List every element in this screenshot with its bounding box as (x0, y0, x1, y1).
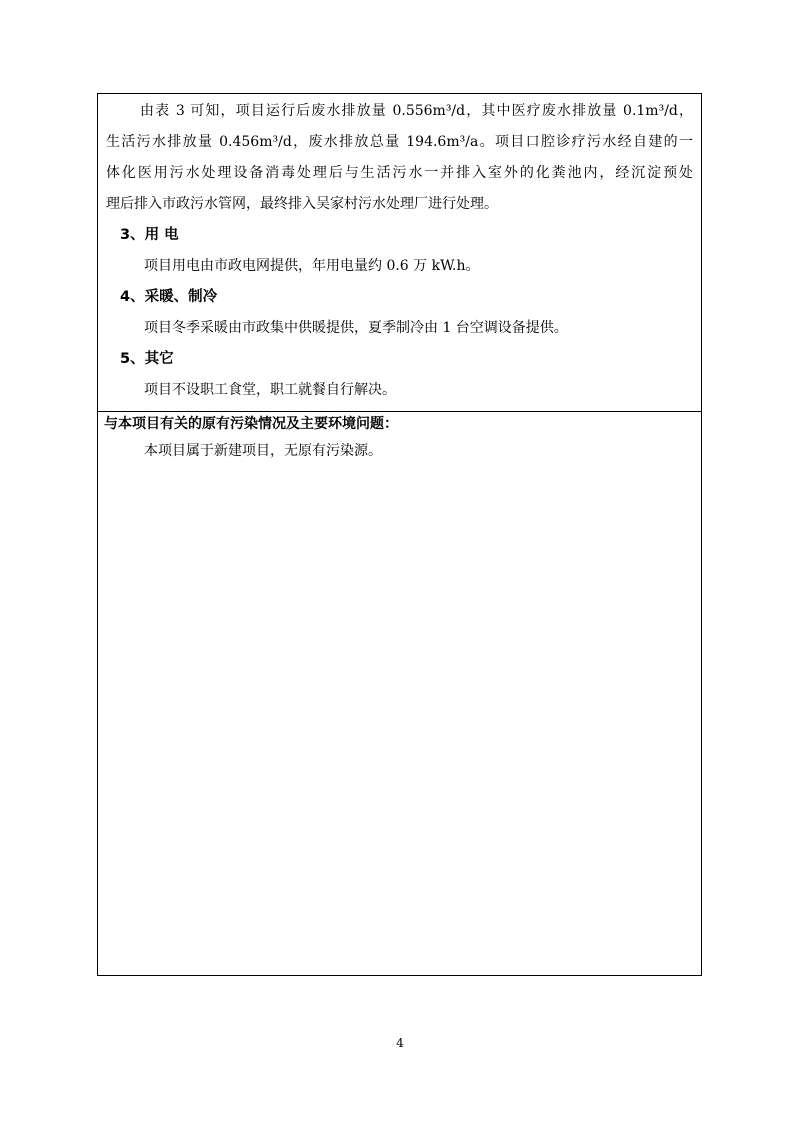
project-description-section (98, 94, 701, 411)
page-number: 4 (396, 1036, 404, 1050)
heating-cooling-paragraph: 项目冬季采暖由市政集中供暖提供，夏季制冷由 1 台空调设备提供。 (144, 320, 568, 336)
existing-pollution-section (98, 412, 701, 975)
other-heading: 5、其它 (120, 351, 174, 367)
wastewater-paragraph-line-3: 体化医用污水处理设备消毒处理后与生活污水一并排入室外的化粪池内，经沉淀预处 (106, 165, 693, 181)
wastewater-paragraph-line-4: 理后排入市政污水管网，最终排入吴家村污水处理厂进行处理。 (106, 196, 498, 212)
other-paragraph: 项目不设职工食堂，职工就餐自行解决。 (144, 382, 396, 398)
electricity-paragraph: 项目用电由市政电网提供，年用电量约 0.6 万 kW.h。 (144, 258, 480, 274)
wastewater-paragraph-line-2: 生活污水排放量 0.456m³/d，废水排放总量 194.6m³/a。项目口腔诊疗污水经自建的一 (106, 134, 693, 150)
existing-pollution-heading: 与本项目有关的原有污染情况及主要环境问题： (104, 416, 398, 432)
electricity-heading: 3、用 电 (120, 227, 179, 243)
existing-pollution-paragraph: 本项目属于新建项目，无原有污染源。 (144, 443, 382, 459)
heating-cooling-heading: 4、采暖、制冷 (120, 289, 218, 305)
content-table (97, 93, 702, 976)
wastewater-paragraph-line-1: 由表 3 可知，项目运行后废水排放量 0.556m³/d，其中医疗废水排放量 0.1m³/d， (140, 103, 693, 119)
